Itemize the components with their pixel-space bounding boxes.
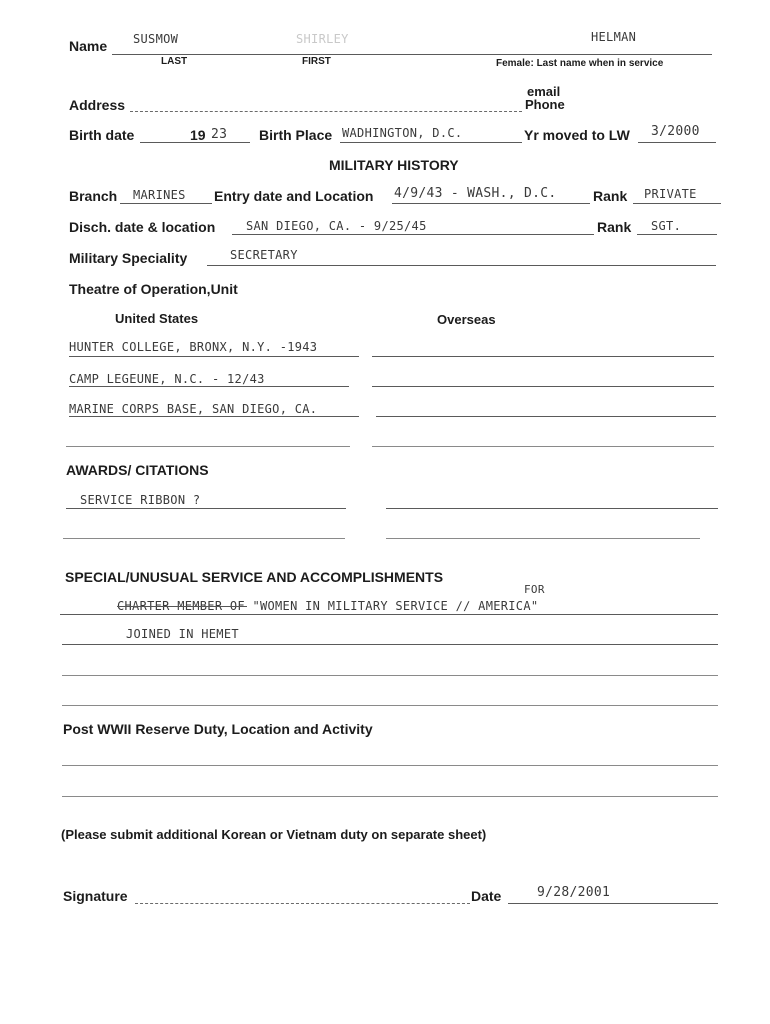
address-line[interactable]: [130, 111, 522, 112]
entry-line: [392, 203, 590, 204]
entry-value[interactable]: 4/9/43 - WASH., D.C.: [394, 186, 557, 201]
signed-date-value[interactable]: 9/28/2001: [537, 885, 611, 900]
awards-heading: AWARDS/ CITATIONS: [66, 462, 209, 478]
reserve-heading: Post WWII Reserve Duty, Location and Activity: [63, 721, 373, 737]
additional-note: (Please submit additional Korean or Vietnam duty on separate sheet): [61, 827, 487, 842]
military-history-heading: MILITARY HISTORY: [329, 157, 459, 173]
last-name-value[interactable]: SUSMOW: [133, 32, 179, 46]
female-note: Female: Last name when in service: [496, 58, 664, 69]
date-label: Date: [471, 888, 502, 904]
special-4-line[interactable]: [62, 705, 718, 706]
award-1-line: [66, 508, 346, 509]
us-unit-3[interactable]: MARINE CORPS BASE, SAN DIEGO, CA.: [69, 402, 318, 416]
rank-entry-label: Rank: [593, 188, 628, 204]
us-unit-1[interactable]: HUNTER COLLEGE, BRONX, N.Y. -1943: [69, 340, 318, 354]
us-label: United States: [115, 311, 199, 326]
us-unit-2[interactable]: CAMP LEGEUNE, N.C. - 12/43: [69, 372, 265, 386]
branch-value[interactable]: MARINES: [133, 188, 186, 202]
special-2-line: [62, 644, 718, 645]
phone-label: Phone: [525, 97, 565, 112]
special-3-line[interactable]: [62, 675, 718, 676]
yr-moved-line: [638, 142, 716, 143]
special-strike: [117, 606, 247, 607]
rank-disch-line: [637, 234, 717, 235]
first-caption: FIRST: [302, 56, 331, 67]
specialty-label: Military Speciality: [69, 250, 188, 266]
special-line-2[interactable]: JOINED IN HEMET: [126, 627, 239, 641]
rank-disch-value[interactable]: SGT.: [651, 219, 682, 233]
rank-entry-value[interactable]: PRIVATE: [644, 187, 697, 201]
overseas-2-line[interactable]: [372, 386, 714, 387]
us-unit-4-line[interactable]: [66, 446, 350, 447]
disch-line: [232, 234, 594, 235]
first-name-value[interactable]: SHIRLEY: [296, 32, 349, 46]
birth-place-label: Birth Place: [259, 127, 333, 143]
branch-line: [120, 203, 212, 204]
reserve-1-line[interactable]: [62, 765, 718, 766]
birth-date-label: Birth date: [69, 127, 135, 143]
award-4-line[interactable]: [386, 538, 700, 539]
last-caption: LAST: [161, 56, 188, 67]
name-label: Name: [69, 38, 108, 54]
award-2-line[interactable]: [386, 508, 718, 509]
overseas-4-line[interactable]: [372, 446, 714, 447]
theatre-label: Theatre of Operation,Unit: [69, 281, 238, 297]
us-unit-1-line: [69, 356, 359, 357]
award-value[interactable]: SERVICE RIBBON ?: [80, 493, 201, 507]
us-unit-2-line: [69, 386, 349, 387]
overseas-label: Overseas: [437, 312, 496, 327]
specialty-line: [207, 265, 716, 266]
birth-place-line: [340, 142, 522, 143]
special-1-line: [60, 614, 718, 615]
us-unit-3-line: [69, 416, 359, 417]
special-for: FOR: [524, 583, 545, 596]
rank-disch-label: Rank: [597, 219, 632, 235]
reserve-2-line[interactable]: [62, 796, 718, 797]
birth-year-prefix: 19: [190, 127, 206, 143]
special-heading: SPECIAL/UNUSUAL SERVICE AND ACCOMPLISHMENTS: [65, 569, 444, 585]
special-line-1[interactable]: CHARTER MEMBER OF "WOMEN IN MILITARY SERVICE ∕∕ AMERICA": [117, 599, 539, 613]
yr-moved-label: Yr moved to LW: [524, 127, 630, 143]
entry-label: Entry date and Location: [214, 188, 374, 204]
disch-label: Disch. date & location: [69, 219, 216, 235]
birth-place-value[interactable]: WADHINGTON, D.C.: [342, 126, 463, 140]
overseas-1-line[interactable]: [372, 356, 714, 357]
rank-entry-line: [633, 203, 721, 204]
yr-moved-value[interactable]: 3/2000: [651, 124, 700, 139]
email-label: email: [527, 84, 561, 99]
birth-year-value[interactable]: 23: [211, 127, 228, 142]
signature-label: Signature: [63, 888, 128, 904]
name-line: [112, 54, 712, 55]
disch-value[interactable]: SAN DIEGO, CA. - 9/25/45: [246, 219, 427, 233]
address-label: Address: [69, 97, 126, 113]
branch-label: Branch: [69, 188, 118, 204]
specialty-value[interactable]: SECRETARY: [230, 248, 298, 262]
award-3-line[interactable]: [63, 538, 345, 539]
signature-line[interactable]: [135, 903, 470, 904]
date-line: [508, 903, 718, 904]
female-name-value[interactable]: HELMAN: [591, 30, 637, 44]
overseas-3-line[interactable]: [376, 416, 716, 417]
